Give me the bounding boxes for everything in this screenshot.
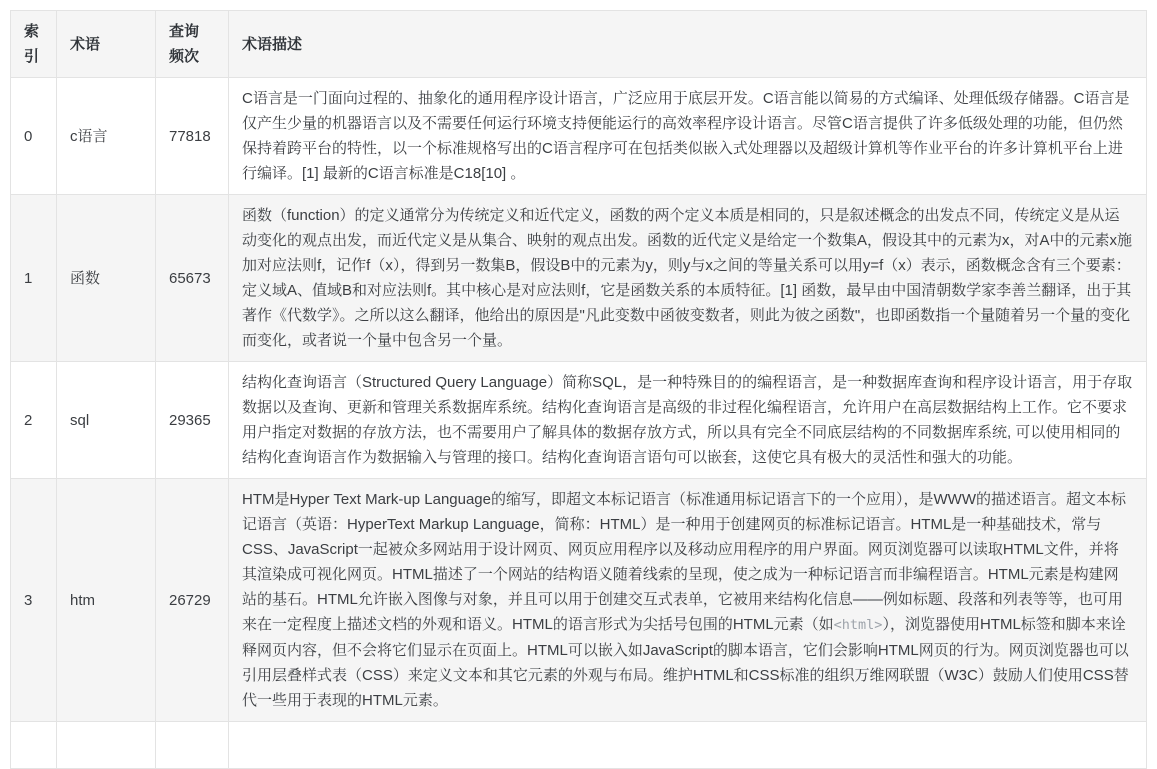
cell-index: 3 <box>11 479 57 722</box>
table-row <box>11 479 1147 722</box>
table-row <box>11 362 1147 479</box>
terms-table <box>10 10 1147 769</box>
column-header-term: 术语 <box>57 11 156 78</box>
cell-description: C语言是一门面向过程的、抽象化的通用程序设计语言，广泛应用于底层开发。C语言能以简易的方式编译、处理低级存储器。C语言是仅产生少量的机器语言以及不需要任何运行环境支持便能运行的高效率程序设计语言。尽管C语言提供了许多低级处理的功能，但仍然保持着跨平台的特性，以一个标准规格写出的C语言程序可在包括类似嵌入式处理器以及超级计算机等作业平台的许多计算机平台上进行编译。[1] 最新的C语言标准是C18[10] 。 <box>229 78 1147 195</box>
cell-frequency <box>156 722 229 769</box>
cell-index: 0 <box>11 78 57 195</box>
cell-description: 函数（function）的定义通常分为传统定义和近代定义，函数的两个定义本质是相同的，只是叙述概念的出发点不同，传统定义是从运动变化的观点出发，而近代定义是从集合、映射的观点出发。函数的近代定义是给定一个数集A，假设其中的元素为x，对A中的元素x施加对应法则f，记作f（x），得到另一数集B，假设B中的元素为y，则y与x之间的等量关系可以用y=f（x）表示，函数概念含有三个要素：定义域A、值域B和对应法则f。其中核心是对应法则f，它是函数关系的本质特征。[1] 函数，最早由中国清朝数学家李善兰翻译，出于其著作《代数学》。之所以这么翻译，他给出的原因是"凡此变数中函彼变数者，则此为彼之函数"，也即函数指一个量随着另一个量的变化而变化，或者说一个量中包含另一个量。 <box>229 195 1147 362</box>
cell-frequency: 77818 <box>156 78 229 195</box>
column-header-description: 术语描述 <box>229 11 1147 78</box>
header-row <box>11 11 1147 78</box>
cell-index <box>11 722 57 769</box>
column-header-index: 索引 <box>11 11 57 78</box>
cell-index: 2 <box>11 362 57 479</box>
cell-term: 函数 <box>57 195 156 362</box>
column-header-frequency: 查询频次 <box>156 11 229 78</box>
description-text: ），浏览器使用HTML标签和脚本来诠释网页内容，但不会将它们显示在页面上。HTML可以嵌入如JavaScript的脚本语言，它们会影响HTML网页的行为。网页浏览器也可以引用层叠样式表（CSS）来定义文本和其它元素的外观与布局。维护HTML和CSS标准的组织万维网联盟（W3C）鼓励人们使用CSS替代一些用于表现的HTML元素。 <box>242 616 1129 709</box>
html-tag-inline-code: <html> <box>833 617 883 633</box>
table-row <box>11 195 1147 362</box>
cell-description <box>229 722 1147 769</box>
cell-frequency: 29365 <box>156 362 229 479</box>
cell-term <box>57 722 156 769</box>
cell-index: 1 <box>11 195 57 362</box>
cell-frequency: 65673 <box>156 195 229 362</box>
cell-term: htm <box>57 479 156 722</box>
cell-frequency: 26729 <box>156 479 229 722</box>
cell-description: 结构化查询语言（Structured Query Language）简称SQL，是一种特殊目的的编程语言，是一种数据库查询和程序设计语言，用于存取数据以及查询、更新和管理关系数据库系统。结构化查询语言是高级的非过程化编程语言，允许用户在高层数据结构上工作。它不要求用户指定对数据的存放方法，也不需要用户了解具体的数据存放方式，所以具有完全不同底层结构的不同数据库系统, 可以使用相同的结构化查询语言作为数据输入与管理的接口。结构化查询语言语句可以嵌套，这使它具有极大的灵活性和强大的功能。 <box>229 362 1147 479</box>
description-text: HTM是Hyper Text Mark-up Language的缩写，即超文本标记语言（标准通用标记语言下的一个应用），是WWW的描述语言。超文本标记语言（英语：HyperText Markup Language，简称：HTML）是一种用于创建网页的标准标记语言。HTML是一种基础技术，常与CSS、JavaScript一起被众多网站用于设计网页、网页应用程序以及移动应用程序的用户界面。网页浏览器可以读取HTML文件，并将其渲染成可视化网页。HTML描述了一个网站的结构语义随着线索的呈现，使之成为一种标记语言而非编程语言。HTML元素是构建网站的基石。HTML允许嵌入图像与对象，并且可以用于创建交互式表单，它被用来结构化信息——例如标题、段落和列表等等，也可用来在一定程度上描述文档的外观和语义。HTML的语言形式为尖括号包围的HTML元素（如 <box>242 491 1126 633</box>
cell-term: sql <box>57 362 156 479</box>
cell-term: c语言 <box>57 78 156 195</box>
table-row <box>11 78 1147 195</box>
cell-description <box>229 479 1147 722</box>
table-row-partial <box>11 722 1147 769</box>
